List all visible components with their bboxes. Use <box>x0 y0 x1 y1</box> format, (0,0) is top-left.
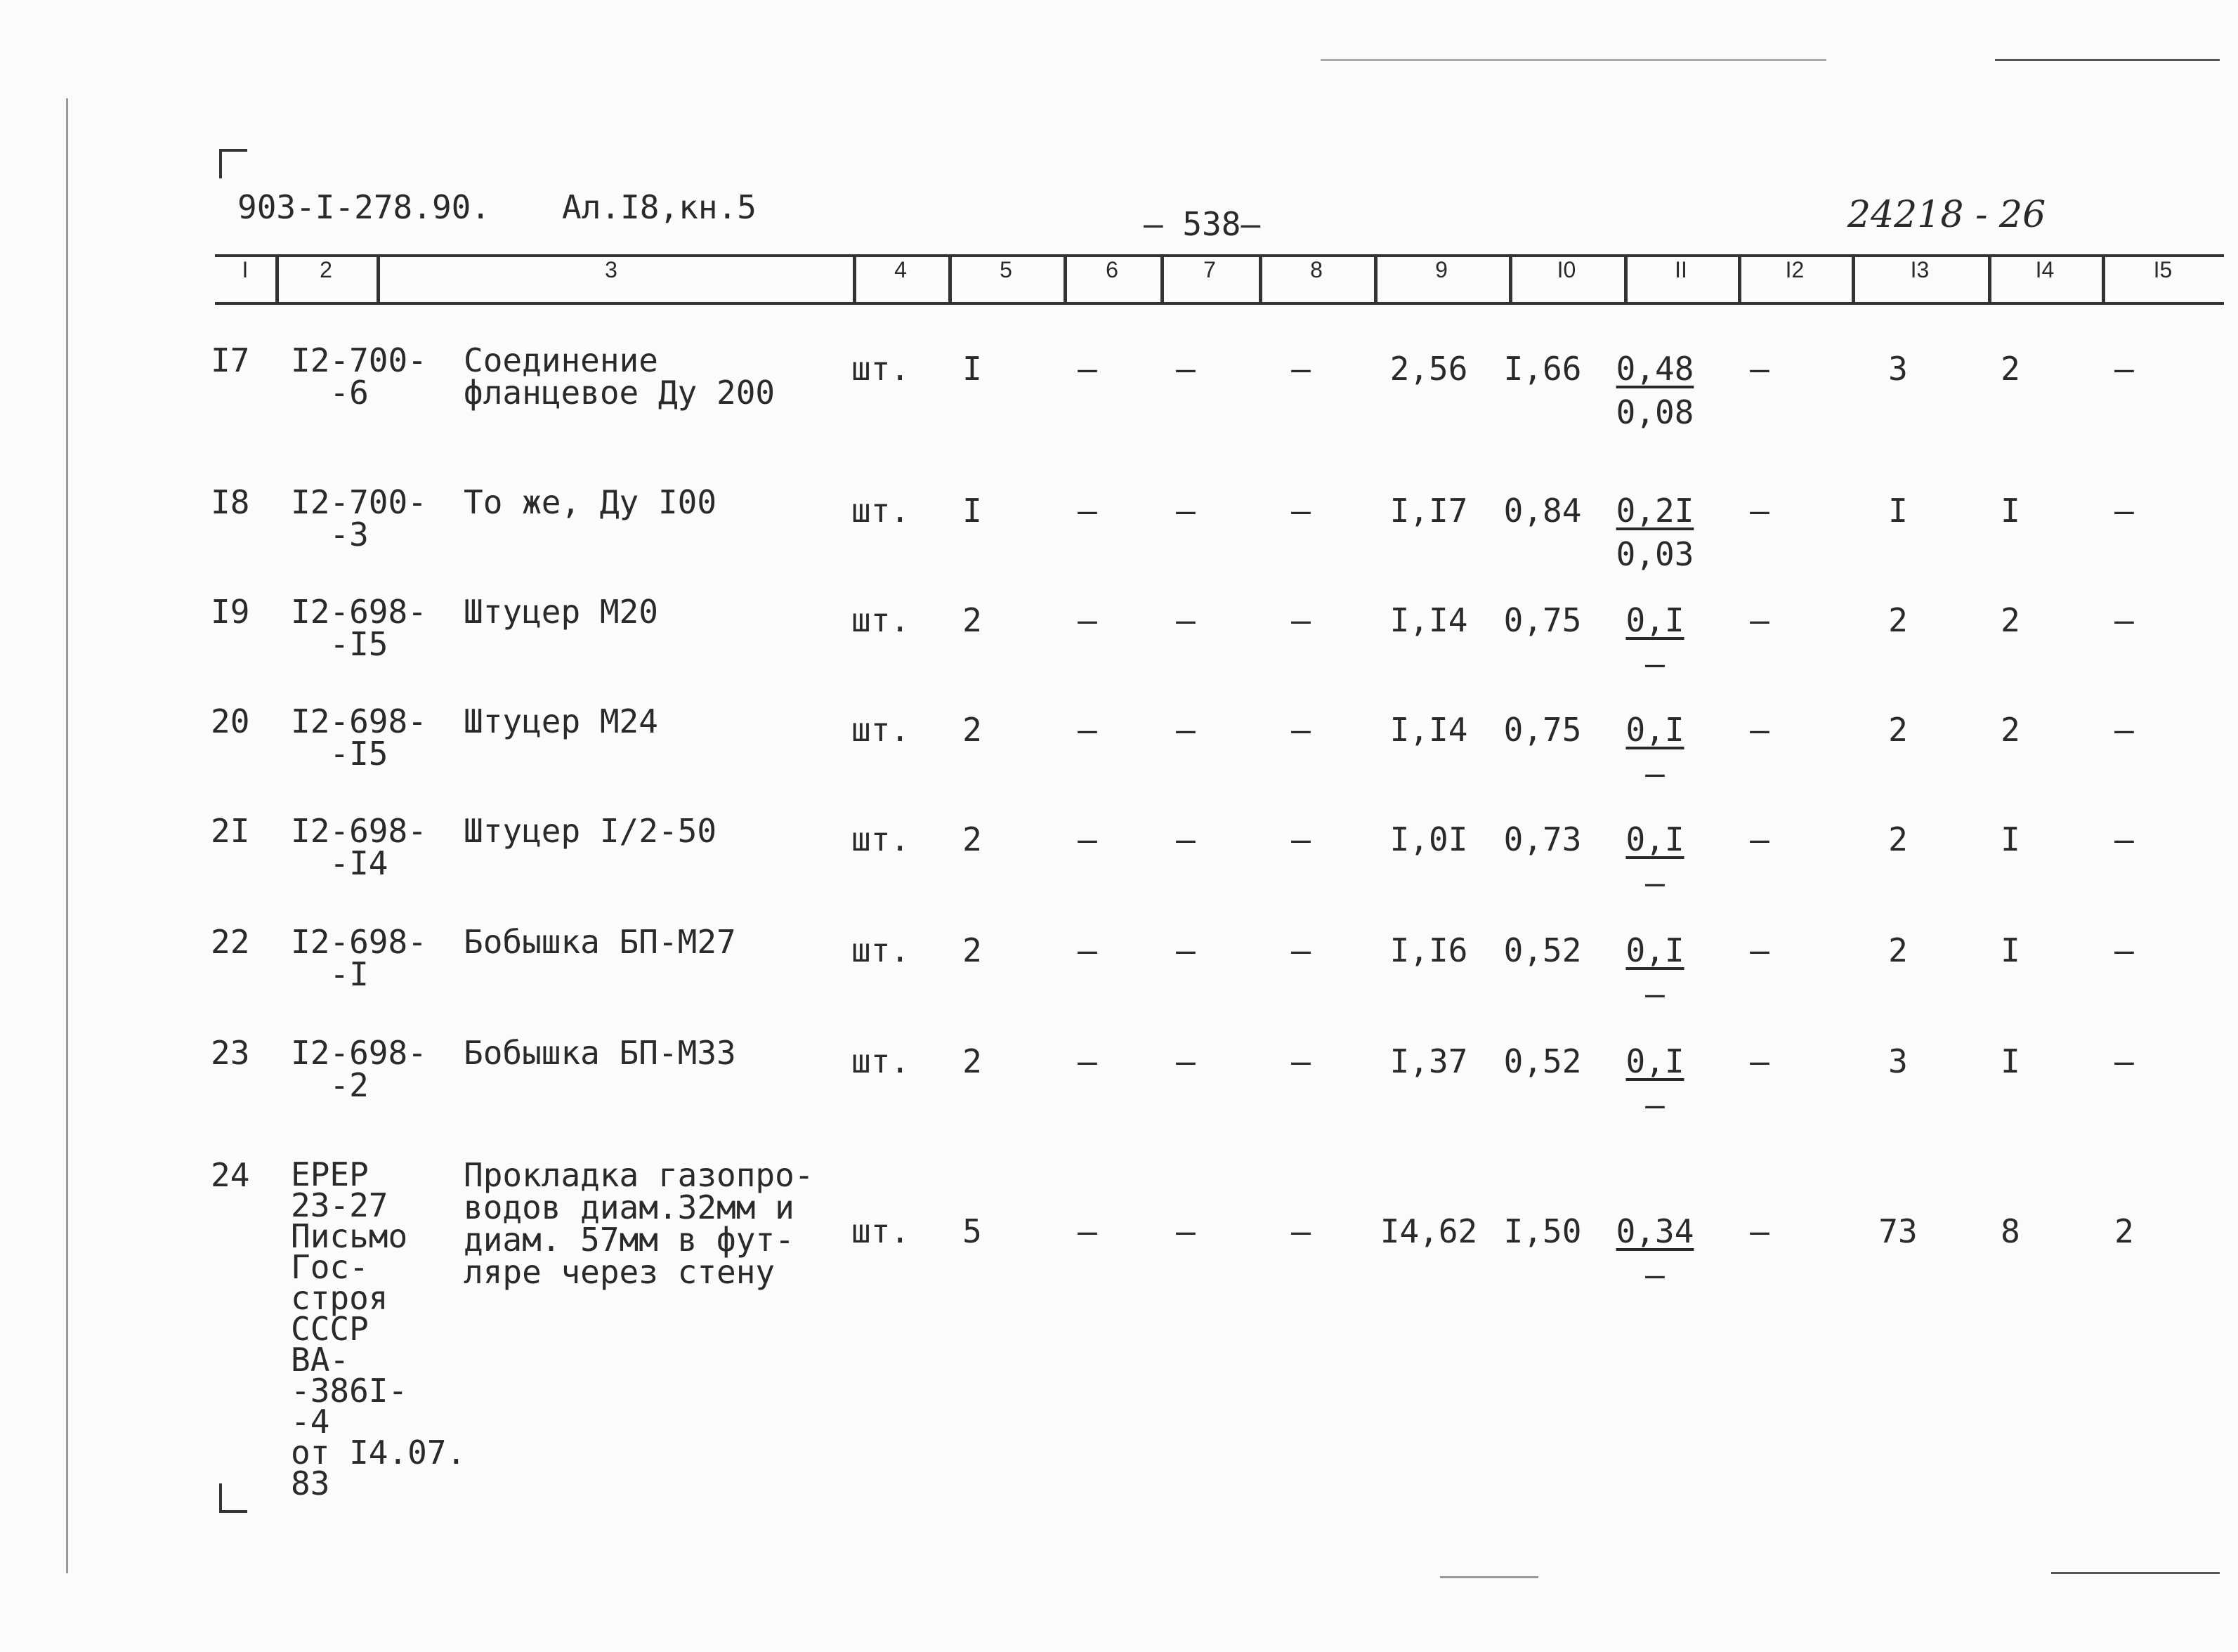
corner-mark-top <box>219 149 247 178</box>
col-11-fraction-bottom: 0,03 <box>1616 535 1694 573</box>
item-code: I2-698- -I4 <box>291 812 427 882</box>
column-number: 7 <box>1203 257 1216 282</box>
col-7-value: – <box>1176 931 1196 969</box>
col-7-value: – <box>1176 820 1196 858</box>
col-9-value: I4,62 <box>1380 1212 1478 1250</box>
item-code: I2-698- -I5 <box>291 702 427 773</box>
col-6-value: – <box>1078 601 1097 639</box>
col-7-value: – <box>1176 492 1196 530</box>
col-8-value: – <box>1291 711 1311 749</box>
item-code: I2-698- -2 <box>291 1034 427 1104</box>
row-number: I8 <box>211 483 250 521</box>
col-13-value: 3 <box>1888 1042 1908 1080</box>
col-6-value: – <box>1078 1212 1097 1250</box>
col-11-fraction-bottom: – <box>1645 754 1665 792</box>
row-number: I9 <box>211 593 250 631</box>
column-separator <box>2102 254 2105 302</box>
col-14-value: I <box>2001 820 2020 858</box>
col-10-value: 0,52 <box>1503 1042 1582 1080</box>
col-10-value: 0,73 <box>1503 820 1582 858</box>
unit: шт. <box>851 1042 910 1080</box>
col-7-value: – <box>1176 601 1196 639</box>
col-14-value: 8 <box>2001 1212 2020 1250</box>
quantity: 5 <box>962 1212 982 1250</box>
col-14-value: 2 <box>2001 350 2020 388</box>
item-code: I2-698- -I5 <box>291 593 427 663</box>
column-number: II <box>1675 257 1687 282</box>
col-6-value: – <box>1078 931 1097 969</box>
document-code: 903-I-278.90. <box>237 188 491 226</box>
col-7-value: – <box>1176 1042 1196 1080</box>
column-separator <box>1374 254 1378 302</box>
scan-bottom-mark <box>1440 1576 1538 1578</box>
item-name: Бобышка БП-М27 <box>464 923 736 961</box>
col-15-value: – <box>2114 820 2134 858</box>
quantity: 2 <box>962 931 982 969</box>
col-8-value: – <box>1291 1042 1311 1080</box>
col-9-value: I,I4 <box>1389 711 1468 749</box>
scan-bottom-mark-right <box>2051 1572 2220 1574</box>
col-11-fraction-top: 0,34 <box>1616 1212 1694 1250</box>
item-code: ЕРЕР 23-27 Письмо Гос- строя СССР ВА- -386I- -4 от I4.07. 83 <box>291 1155 466 1502</box>
column-separator <box>1064 254 1067 302</box>
col-11-fraction-top: 0,I <box>1625 711 1684 749</box>
col-11-fraction-top: 0,I <box>1625 1042 1684 1080</box>
item-name: Соединение фланцевое Ду 200 <box>464 341 776 412</box>
col-12-value: – <box>1750 1042 1769 1080</box>
col-15-value: 2 <box>2114 1212 2134 1250</box>
col-6-value: – <box>1078 350 1097 388</box>
col-10-value: 0,75 <box>1503 711 1582 749</box>
column-separator <box>1988 254 1991 302</box>
col-12-value: – <box>1750 492 1769 530</box>
col-14-value: 2 <box>2001 711 2020 749</box>
col-6-value: – <box>1078 1042 1097 1080</box>
unit: шт. <box>851 1212 910 1250</box>
col-8-value: – <box>1291 601 1311 639</box>
column-number: I0 <box>1557 257 1576 282</box>
col-8-value: – <box>1291 492 1311 530</box>
quantity: 2 <box>962 601 982 639</box>
column-number: 6 <box>1106 257 1118 282</box>
col-15-value: – <box>2114 350 2134 388</box>
col-11-fraction-bottom: – <box>1645 864 1665 902</box>
col-13-value: 3 <box>1888 350 1908 388</box>
column-separator <box>853 254 856 302</box>
column-separator <box>1259 254 1262 302</box>
col-15-value: – <box>2114 601 2134 639</box>
unit: шт. <box>851 820 910 858</box>
item-code: I2-700- -3 <box>291 483 427 553</box>
column-separator <box>377 254 380 302</box>
col-12-value: – <box>1750 820 1769 858</box>
col-15-value: – <box>2114 492 2134 530</box>
col-11-fraction-bottom: – <box>1645 645 1665 683</box>
col-15-value: – <box>2114 1042 2134 1080</box>
row-number: 20 <box>211 702 250 740</box>
quantity: 2 <box>962 711 982 749</box>
column-number: 3 <box>605 257 617 282</box>
column-number: 5 <box>1000 257 1012 282</box>
page-number: — 538— <box>1144 205 1261 243</box>
handwritten-inventory-code: 24218 - 26 <box>1847 194 2046 236</box>
item-name: Штуцер М24 <box>464 702 658 740</box>
quantity: I <box>962 492 982 530</box>
unit: шт. <box>851 350 910 388</box>
col-9-value: I,I7 <box>1389 492 1468 530</box>
col-11-fraction-bottom: – <box>1645 1086 1665 1124</box>
col-10-value: 0,52 <box>1503 931 1582 969</box>
col-14-value: I <box>2001 1042 2020 1080</box>
col-12-value: – <box>1750 1212 1769 1250</box>
column-number: 4 <box>894 257 907 282</box>
col-11-fraction-top: 0,2I <box>1616 492 1694 530</box>
col-15-value: – <box>2114 931 2134 969</box>
col-14-value: I <box>2001 492 2020 530</box>
column-separator <box>1738 254 1741 302</box>
col-13-value: 2 <box>1888 931 1908 969</box>
unit: шт. <box>851 601 910 639</box>
column-separator <box>275 254 279 302</box>
column-number: I3 <box>1910 257 1930 282</box>
col-14-value: 2 <box>2001 601 2020 639</box>
item-name: Прокладка газопро- водов диам.32мм и диам. 57мм в фут- ляре через стену <box>464 1156 814 1291</box>
item-name: Бобышка БП-М33 <box>464 1034 736 1072</box>
col-9-value: I,37 <box>1389 1042 1468 1080</box>
col-12-value: – <box>1750 601 1769 639</box>
row-number: 24 <box>211 1156 250 1194</box>
column-separator <box>1852 254 1855 302</box>
unit: шт. <box>851 492 910 530</box>
item-name: То же, Ду I00 <box>464 483 717 521</box>
col-7-value: – <box>1176 711 1196 749</box>
column-number: 2 <box>320 257 332 282</box>
col-6-value: – <box>1078 820 1097 858</box>
col-15-value: – <box>2114 711 2134 749</box>
quantity: 2 <box>962 820 982 858</box>
unit: шт. <box>851 931 910 969</box>
item-code: I2-698- -I <box>291 923 427 993</box>
col-8-value: – <box>1291 1212 1311 1250</box>
col-11-fraction-bottom: 0,08 <box>1616 393 1694 431</box>
item-name: Штуцер М20 <box>464 593 658 631</box>
column-separator <box>1624 254 1628 302</box>
col-8-value: – <box>1291 931 1311 969</box>
quantity: 2 <box>962 1042 982 1080</box>
col-7-value: – <box>1176 1212 1196 1250</box>
column-separator <box>1160 254 1164 302</box>
quantity: I <box>962 350 982 388</box>
column-number: 8 <box>1310 257 1323 282</box>
col-11-fraction-top: 0,48 <box>1616 350 1694 388</box>
scan-top-mark <box>1321 59 1826 61</box>
col-10-value: I,66 <box>1503 350 1582 388</box>
col-13-value: 2 <box>1888 711 1908 749</box>
col-10-value: 0,84 <box>1503 492 1582 530</box>
col-11-fraction-top: 0,I <box>1625 601 1684 639</box>
scan-left-edge <box>66 98 68 1573</box>
col-11-fraction-top: 0,I <box>1625 820 1684 858</box>
column-number: I <box>242 257 249 282</box>
column-number: I2 <box>1785 257 1805 282</box>
item-name: Штуцер I/2-50 <box>464 812 717 850</box>
col-8-value: – <box>1291 350 1311 388</box>
corner-mark-bottom <box>219 1483 247 1513</box>
col-13-value: 73 <box>1878 1212 1918 1250</box>
col-12-value: – <box>1750 931 1769 969</box>
col-13-value: I <box>1888 492 1908 530</box>
col-14-value: I <box>2001 931 2020 969</box>
col-6-value: – <box>1078 711 1097 749</box>
col-13-value: 2 <box>1888 601 1908 639</box>
col-11-fraction-bottom: – <box>1645 1256 1665 1294</box>
col-9-value: 2,56 <box>1389 350 1468 388</box>
column-number: 9 <box>1435 257 1448 282</box>
row-number: 23 <box>211 1034 250 1072</box>
col-9-value: I,0I <box>1389 820 1468 858</box>
col-12-value: – <box>1750 350 1769 388</box>
column-separator <box>1509 254 1512 302</box>
column-number: I4 <box>2035 257 2055 282</box>
col-11-fraction-top: 0,I <box>1625 931 1684 969</box>
row-number: I7 <box>211 341 250 379</box>
col-9-value: I,I6 <box>1389 931 1468 969</box>
col-8-value: – <box>1291 820 1311 858</box>
row-number: 22 <box>211 923 250 961</box>
col-13-value: 2 <box>1888 820 1908 858</box>
col-11-fraction-bottom: – <box>1645 975 1665 1013</box>
item-code: I2-700- -6 <box>291 341 427 412</box>
album-reference: Ал.I8,кн.5 <box>562 188 757 226</box>
col-12-value: – <box>1750 711 1769 749</box>
col-9-value: I,I4 <box>1389 601 1468 639</box>
column-separator <box>948 254 952 302</box>
col-6-value: – <box>1078 492 1097 530</box>
scan-top-mark-right <box>1995 59 2220 61</box>
col-10-value: I,50 <box>1503 1212 1582 1250</box>
row-number: 2I <box>211 812 250 850</box>
col-7-value: – <box>1176 350 1196 388</box>
col-10-value: 0,75 <box>1503 601 1582 639</box>
unit: шт. <box>851 711 910 749</box>
column-number: I5 <box>2153 257 2173 282</box>
